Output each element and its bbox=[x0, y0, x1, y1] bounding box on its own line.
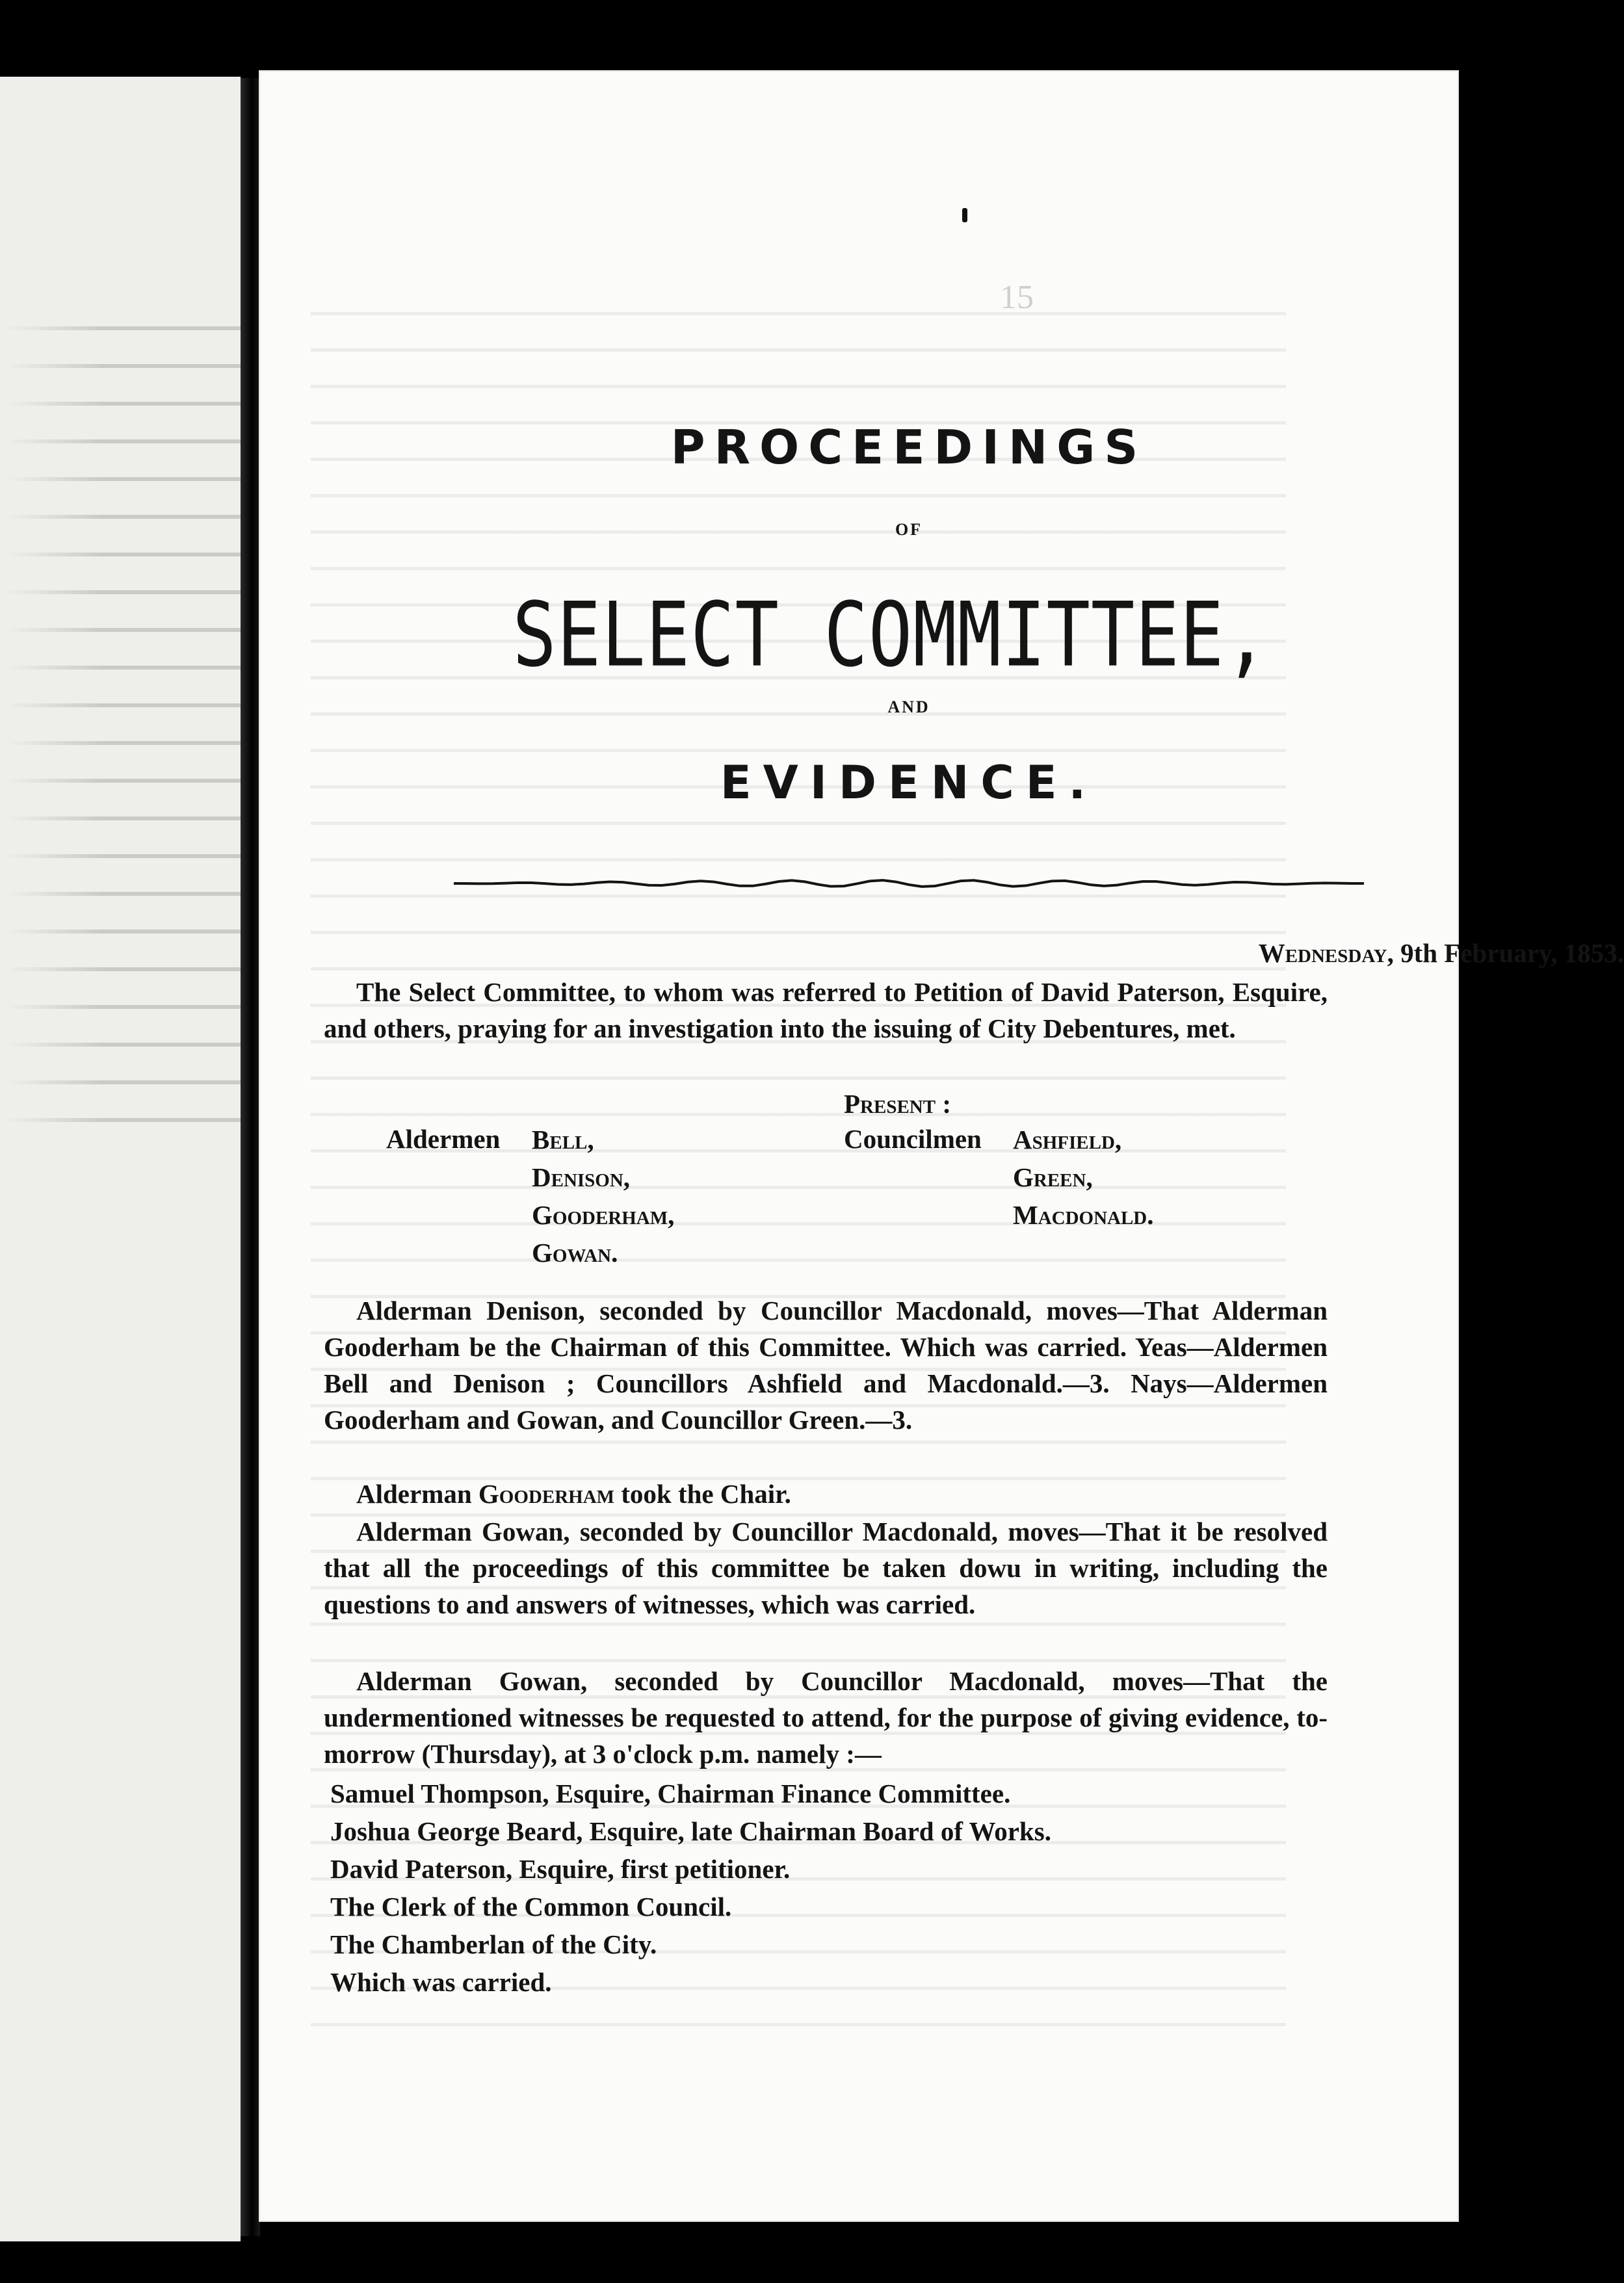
title-proceedings: PROCEEDINGS bbox=[670, 420, 1147, 475]
councilman-name: Ashfield, bbox=[1013, 1125, 1122, 1155]
witness-item: The Chamberlan of the City. bbox=[330, 1929, 657, 1959]
motion-chairman: Alderman Denison, seconded by Councillor Macdonald, moves—That Alderman Gooderham be the Chairman of this Committee. Which was carried. Yeas—Aldermen Bell and Denison ; Councillors Ashfield and Macdonald.—3. Nays—Aldermen Gooderham and Gowan, and Councillor Green.—3. bbox=[324, 1296, 1328, 1435]
facing-page-text-bleed bbox=[7, 298, 241, 1143]
councilman-name: Green, bbox=[1013, 1162, 1093, 1192]
witness-item: David Paterson, Esquire, first petitioner. bbox=[330, 1854, 791, 1884]
witness-item: Samuel Thompson, Esquire, Chairman Finance Committee. bbox=[330, 1779, 1011, 1808]
took-chair bbox=[324, 1476, 791, 1512]
alderman-name: Gooderham, bbox=[532, 1200, 675, 1230]
alderman-name: Bell, bbox=[532, 1125, 594, 1155]
facing-page bbox=[0, 77, 241, 2241]
witness-item: Joshua George Beard, Esquire, late Chairman Board of Works. bbox=[330, 1816, 1051, 1846]
title-evidence: EVIDENCE. bbox=[720, 756, 1098, 809]
page-number: 15 bbox=[1000, 279, 1034, 316]
title-select-committee: SELECT COMMITTEE, bbox=[512, 584, 1269, 687]
councilmen-label: Councilmen bbox=[844, 1124, 982, 1154]
book-gutter bbox=[241, 78, 260, 2236]
document-page bbox=[259, 70, 1624, 2222]
meeting-day: Wednesday bbox=[1258, 938, 1387, 968]
witness-closing: Which was carried. bbox=[330, 1967, 552, 1997]
alderman-name: Gowan. bbox=[532, 1238, 618, 1268]
meeting-intro: The Select Committee, to whom was referred to Petition of David Paterson, Esquire, and others, praying for an investigation into the issuing of City Debentures, met. bbox=[324, 977, 1328, 1043]
motion-witnesses: Alderman Gowan, seconded by Councillor Macdonald, moves—That the undermentioned witnesses be requested to attend, for the purpose of giving evidence, to-morrow (Thursday), at 3 o'clock p.m. namely :— bbox=[324, 1666, 1328, 1769]
wavy-rule bbox=[454, 874, 1364, 893]
title-of: OF bbox=[895, 520, 923, 539]
ink-mark bbox=[962, 208, 967, 222]
witness-list bbox=[330, 1775, 1051, 2001]
took-chair-name: Gooderham bbox=[478, 1479, 615, 1509]
aldermen-label: Aldermen bbox=[386, 1124, 501, 1154]
took-chair-suffix: took the Chair. bbox=[614, 1479, 791, 1509]
title-and: AND bbox=[887, 698, 930, 716]
councilman-name: Macdonald. bbox=[1013, 1200, 1154, 1230]
witness-item: The Clerk of the Common Council. bbox=[330, 1892, 732, 1922]
motion-writing: Alderman Gowan, seconded by Councillor Macdonald, moves—That it be resolved that all the proceedings of this committee be taken dowu in writing, including the questions to and answers of witnesses, which was carried. bbox=[324, 1517, 1328, 1619]
took-chair-prefix: Alderman bbox=[356, 1479, 478, 1509]
councilmen-list bbox=[1013, 1121, 1154, 1234]
meeting-date-value: , 9th February, 1853. bbox=[1387, 938, 1624, 968]
present-heading: Present : bbox=[844, 1089, 951, 1119]
alderman-name: Denison, bbox=[532, 1162, 631, 1192]
meeting-date bbox=[584, 935, 1624, 971]
aldermen-list bbox=[532, 1121, 674, 1272]
